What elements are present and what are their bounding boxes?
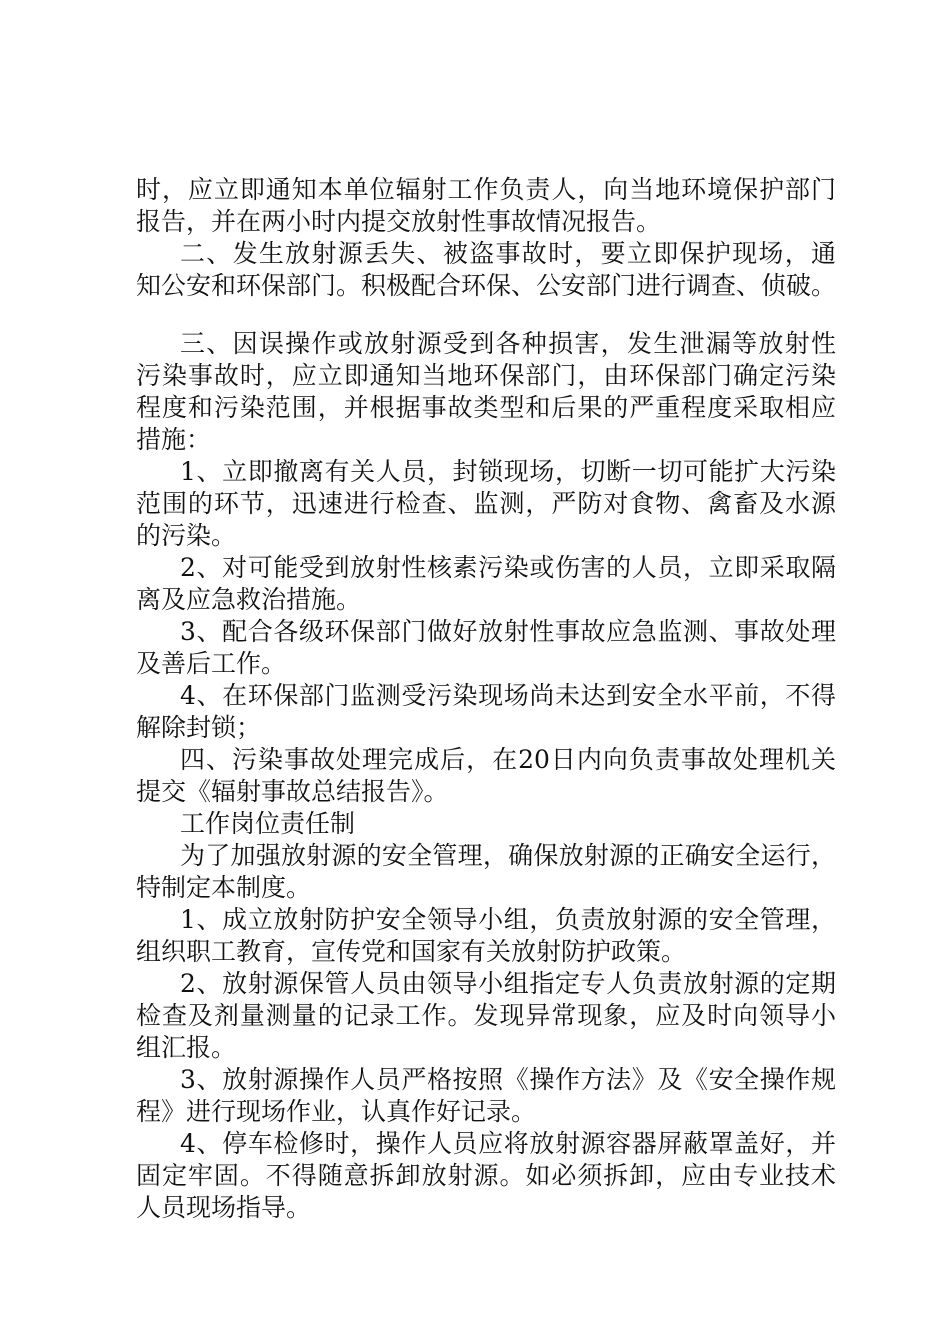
text-line: 三、因误操作或放射源受到各种损害，发生泄漏等放射性 bbox=[180, 329, 836, 358]
text-line: 措施： bbox=[136, 425, 212, 454]
text-line: 组汇报。 bbox=[136, 1033, 237, 1062]
text-line: 固定牢固。不得随意拆卸放射源。如必须拆卸，应由专业技术 bbox=[136, 1161, 836, 1190]
text-line: 4、在环保部门监测受污染现场尚未达到安全水平前，不得 bbox=[180, 681, 836, 710]
text-line: 知公安和环保部门。积极配合环保、公安部门进行调查、侦破。 bbox=[136, 271, 837, 300]
text-line: 1、成立放射防护安全领导小组，负责放射源的安全管理， bbox=[180, 905, 836, 934]
text-line: 及善后工作。 bbox=[136, 649, 287, 678]
text-line: 检查及剂量测量的记录工作。发现异常现象，应及时向领导小 bbox=[136, 1001, 836, 1030]
text-line: 范围的环节，迅速进行检查、监测，严防对食物、禽畜及水源 bbox=[136, 489, 836, 518]
text-line: 2、放射源保管人员由领导小组指定专人负责放射源的定期 bbox=[180, 969, 836, 998]
text-line: 二、发生放射源丢失、被盗事故时，要立即保护现场，通 bbox=[180, 239, 836, 268]
text-line: 解除封锁； bbox=[136, 713, 262, 742]
text-line: 四、污染事故处理完成后，在20日内向负责事故处理机关 bbox=[180, 745, 836, 774]
text-line: 1、立即撤离有关人员，封锁现场，切断一切可能扩大污染 bbox=[180, 457, 836, 486]
text-line: 离及应急救治措施。 bbox=[136, 585, 362, 614]
text-line: 报告，并在两小时内提交放射性事故情况报告。 bbox=[136, 207, 662, 236]
text-line: 提交《辐射事故总结报告》。 bbox=[136, 777, 449, 806]
text-line: 程度和污染范围，并根据事故类型和后果的严重程度采取相应 bbox=[136, 393, 836, 422]
text-line: 3、放射源操作人员严格按照《操作方法》及《安全操作规 bbox=[180, 1065, 836, 1094]
text-line: 2、对可能受到放射性核素污染或伤害的人员，立即采取隔 bbox=[180, 553, 836, 582]
text-line: 的污染。 bbox=[136, 521, 237, 550]
text-line: 特制定本制度。 bbox=[136, 873, 312, 902]
section-heading: 工作岗位责任制 bbox=[180, 809, 356, 838]
text-line: 3、配合各级环保部门做好放射性事故应急监测、事故处理 bbox=[180, 617, 836, 646]
text-line: 4、停车检修时，操作人员应将放射源容器屏蔽罩盖好，并 bbox=[180, 1129, 836, 1158]
text-line: 污染事故时，应立即通知当地环保部门，由环保部门确定污染 bbox=[136, 361, 836, 390]
text-line: 为了加强放射源的安全管理，确保放射源的正确安全运行， bbox=[180, 841, 836, 870]
text-line: 人员现场指导。 bbox=[136, 1193, 312, 1222]
text-line: 程》进行现场作业，认真作好记录。 bbox=[136, 1097, 537, 1126]
text-line: 时，应立即通知本单位辐射工作负责人，向当地环境保护部门 bbox=[136, 175, 836, 204]
text-line: 组织职工教育，宣传党和国家有关放射防护政策。 bbox=[136, 937, 687, 966]
